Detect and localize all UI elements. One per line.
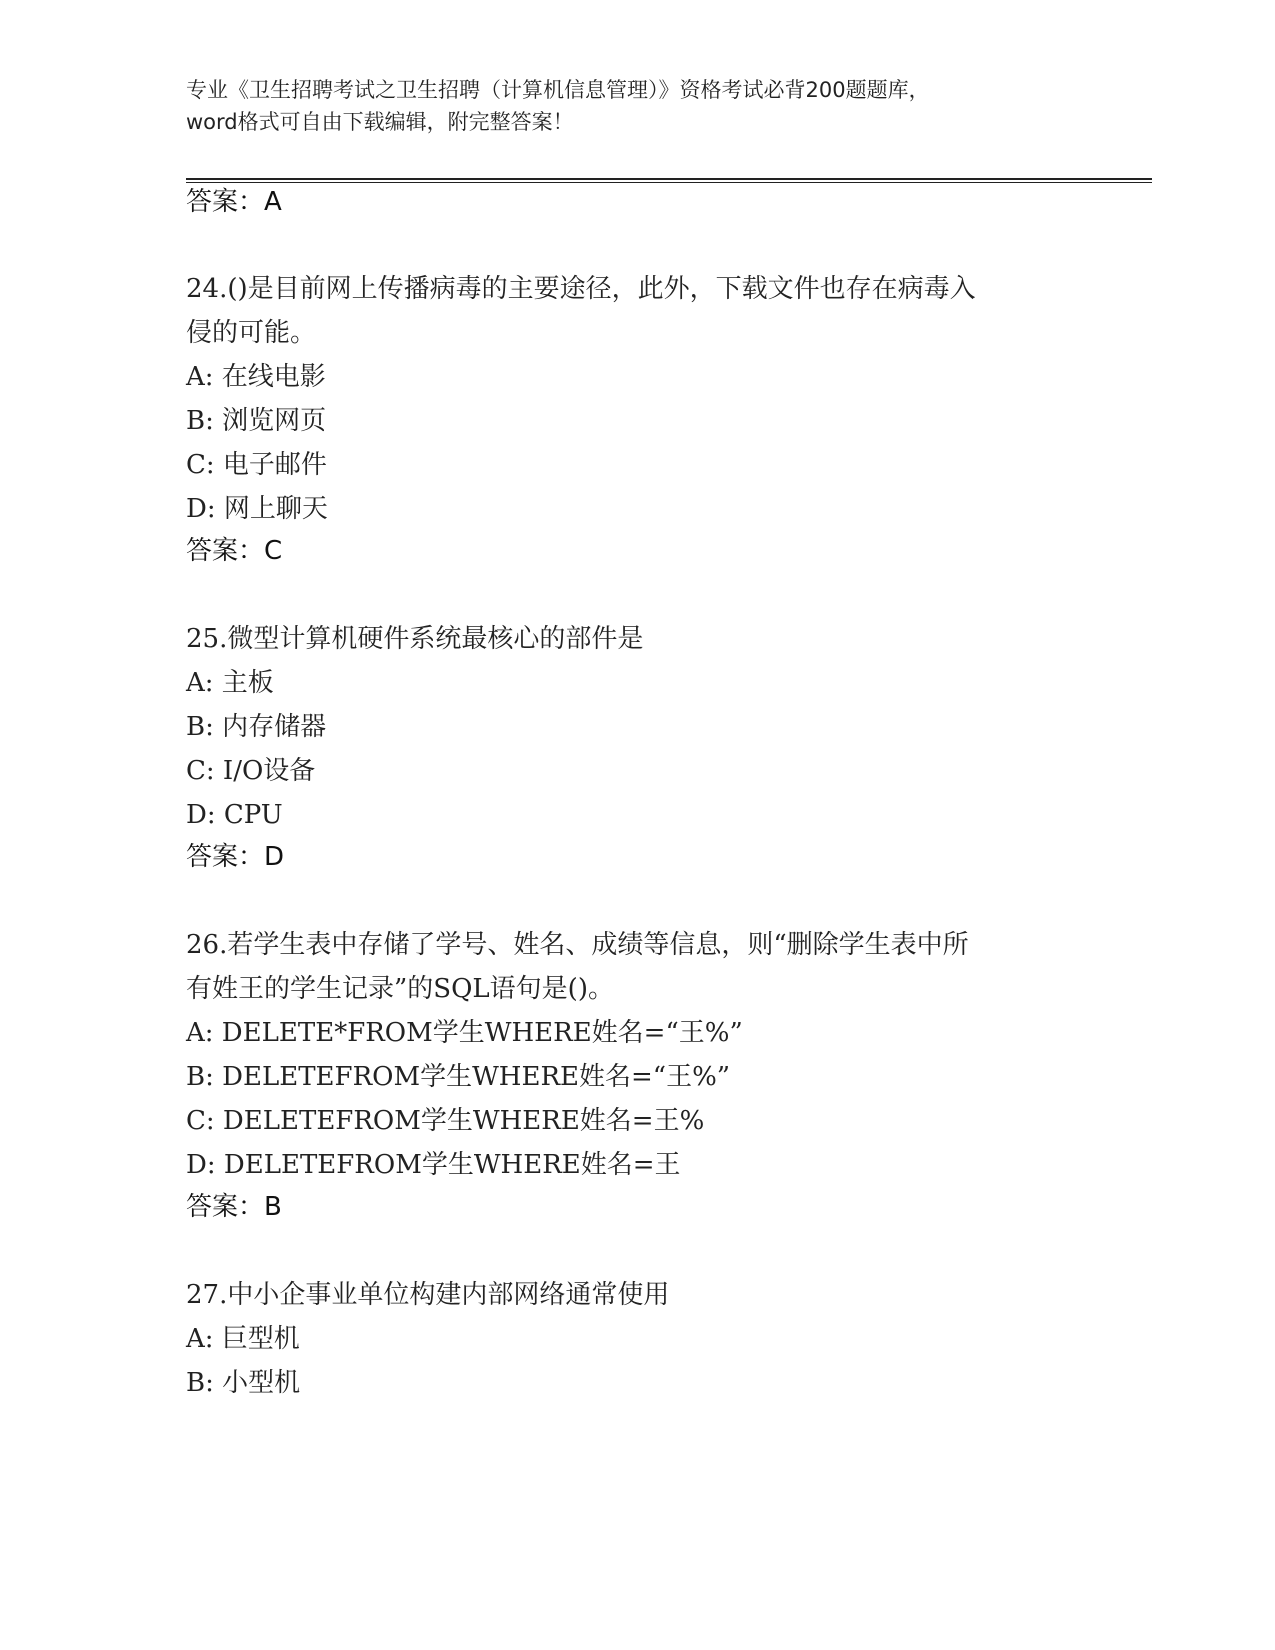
question-24-stem-line-1: 24.()是目前网上传播病毒的主要途径，此外，下载文件也存在病毒入 [186,274,976,304]
answer-previous: 答案：A [186,187,282,217]
question-25-answer: 答案：D [186,842,285,872]
question-24-option-c: C: 电子邮件 [186,450,327,480]
question-26-option-b: B: DELETEFROM学生WHERE姓名=“王%” [186,1062,731,1092]
question-27-option-b: B: 小型机 [186,1368,301,1398]
question-24-stem-line-2: 侵的可能。 [186,318,317,348]
header-line-1: 专业《卫生招聘考试之卫生招聘（计算机信息管理）》资格考试必背200题题库， [186,78,930,102]
question-24-option-a: A: 在线电影 [186,362,326,392]
page-header [186,74,1076,138]
header-divider [186,178,1152,180]
question-27-option-a: A: 巨型机 [186,1324,300,1354]
question-24-option-d: D: 网上聊天 [186,494,328,524]
question-25-option-a: A: 主板 [186,668,274,698]
header-line-2: word格式可自由下载编辑，附完整答案！ [186,110,574,134]
question-25-option-c: C: I/O设备 [186,756,316,786]
question-25-stem: 25.微型计算机硬件系统最核心的部件是 [186,624,644,654]
question-24-answer: 答案：C [186,536,283,566]
question-26-stem-line-1: 26.若学生表中存储了学号、姓名、成绩等信息，则“删除学生表中所 [186,930,969,960]
question-26-option-a: A: DELETE*FROM学生WHERE姓名=“王%” [186,1018,743,1048]
question-26-stem-line-2: 有姓王的学生记录”的SQL语句是()。 [186,974,614,1004]
question-26-option-c: C: DELETEFROM学生WHERE姓名=王% [186,1106,705,1136]
question-25-option-d: D: CPU [186,800,283,830]
question-25-option-b: B: 内存储器 [186,712,327,742]
header-divider-thin [186,182,1152,183]
question-26-answer: 答案：B [186,1192,282,1222]
question-24-option-b: B: 浏览网页 [186,406,327,436]
question-27-stem: 27.中小企事业单位构建内部网络通常使用 [186,1280,670,1310]
question-26-option-d: D: DELETEFROM学生WHERE姓名=王 [186,1150,681,1180]
